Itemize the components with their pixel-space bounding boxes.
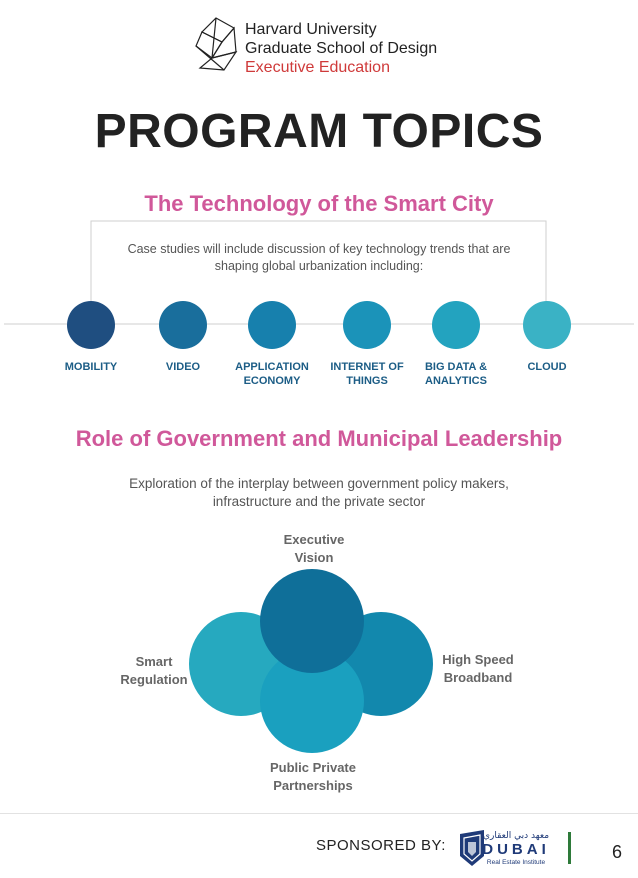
venn-circle-top	[260, 569, 364, 673]
page-title: PROGRAM TOPICS	[94, 105, 544, 158]
venn-label-high-speed-broadband: High Speed Broadband	[442, 652, 514, 685]
section1-description: Case studies will include discussion of key technology trends that are shaping global urbanization including:	[127, 242, 511, 273]
sponsored-by-label: SPONSORED BY:	[316, 837, 446, 854]
topic-label: MOBILITY	[64, 361, 118, 373]
topic-label: CLOUD	[527, 361, 567, 373]
venn-label-public-private-partnerships: Public Private Partnerships	[270, 760, 356, 793]
topic-label: VIDEO	[165, 361, 201, 373]
topic-label: INTERNET OF THINGS	[330, 361, 404, 387]
dubai-real-estate-institute-logo	[458, 828, 574, 868]
logo-line-university: Harvard University	[245, 21, 377, 38]
logo-line-school: Graduate School of Design	[245, 40, 438, 57]
page-number: 6	[612, 842, 623, 862]
footer-divider	[0, 813, 638, 814]
sponsor-name: DUBAI	[482, 841, 550, 858]
section1-title: The Technology of the Smart City	[144, 191, 494, 216]
logo-line-executive-education: Executive Education	[245, 59, 390, 76]
section2-title: Role of Government and Municipal Leadership	[75, 426, 563, 451]
sponsor-subtitle: Real Estate Institute	[486, 859, 546, 866]
venn-label-executive-vision: Executive Vision	[283, 532, 345, 565]
sponsor-arabic-name: معهد دبي العقاري	[482, 831, 550, 841]
topic-label: APPLICATION ECONOMY	[235, 361, 309, 387]
topic-label: BIG DATA & ANALYTICS	[424, 361, 488, 387]
venn-label-smart-regulation: Smart Regulation	[120, 654, 188, 687]
section2-description: Exploration of the interplay between government policy makers, infrastructure and the private sector	[129, 476, 509, 509]
